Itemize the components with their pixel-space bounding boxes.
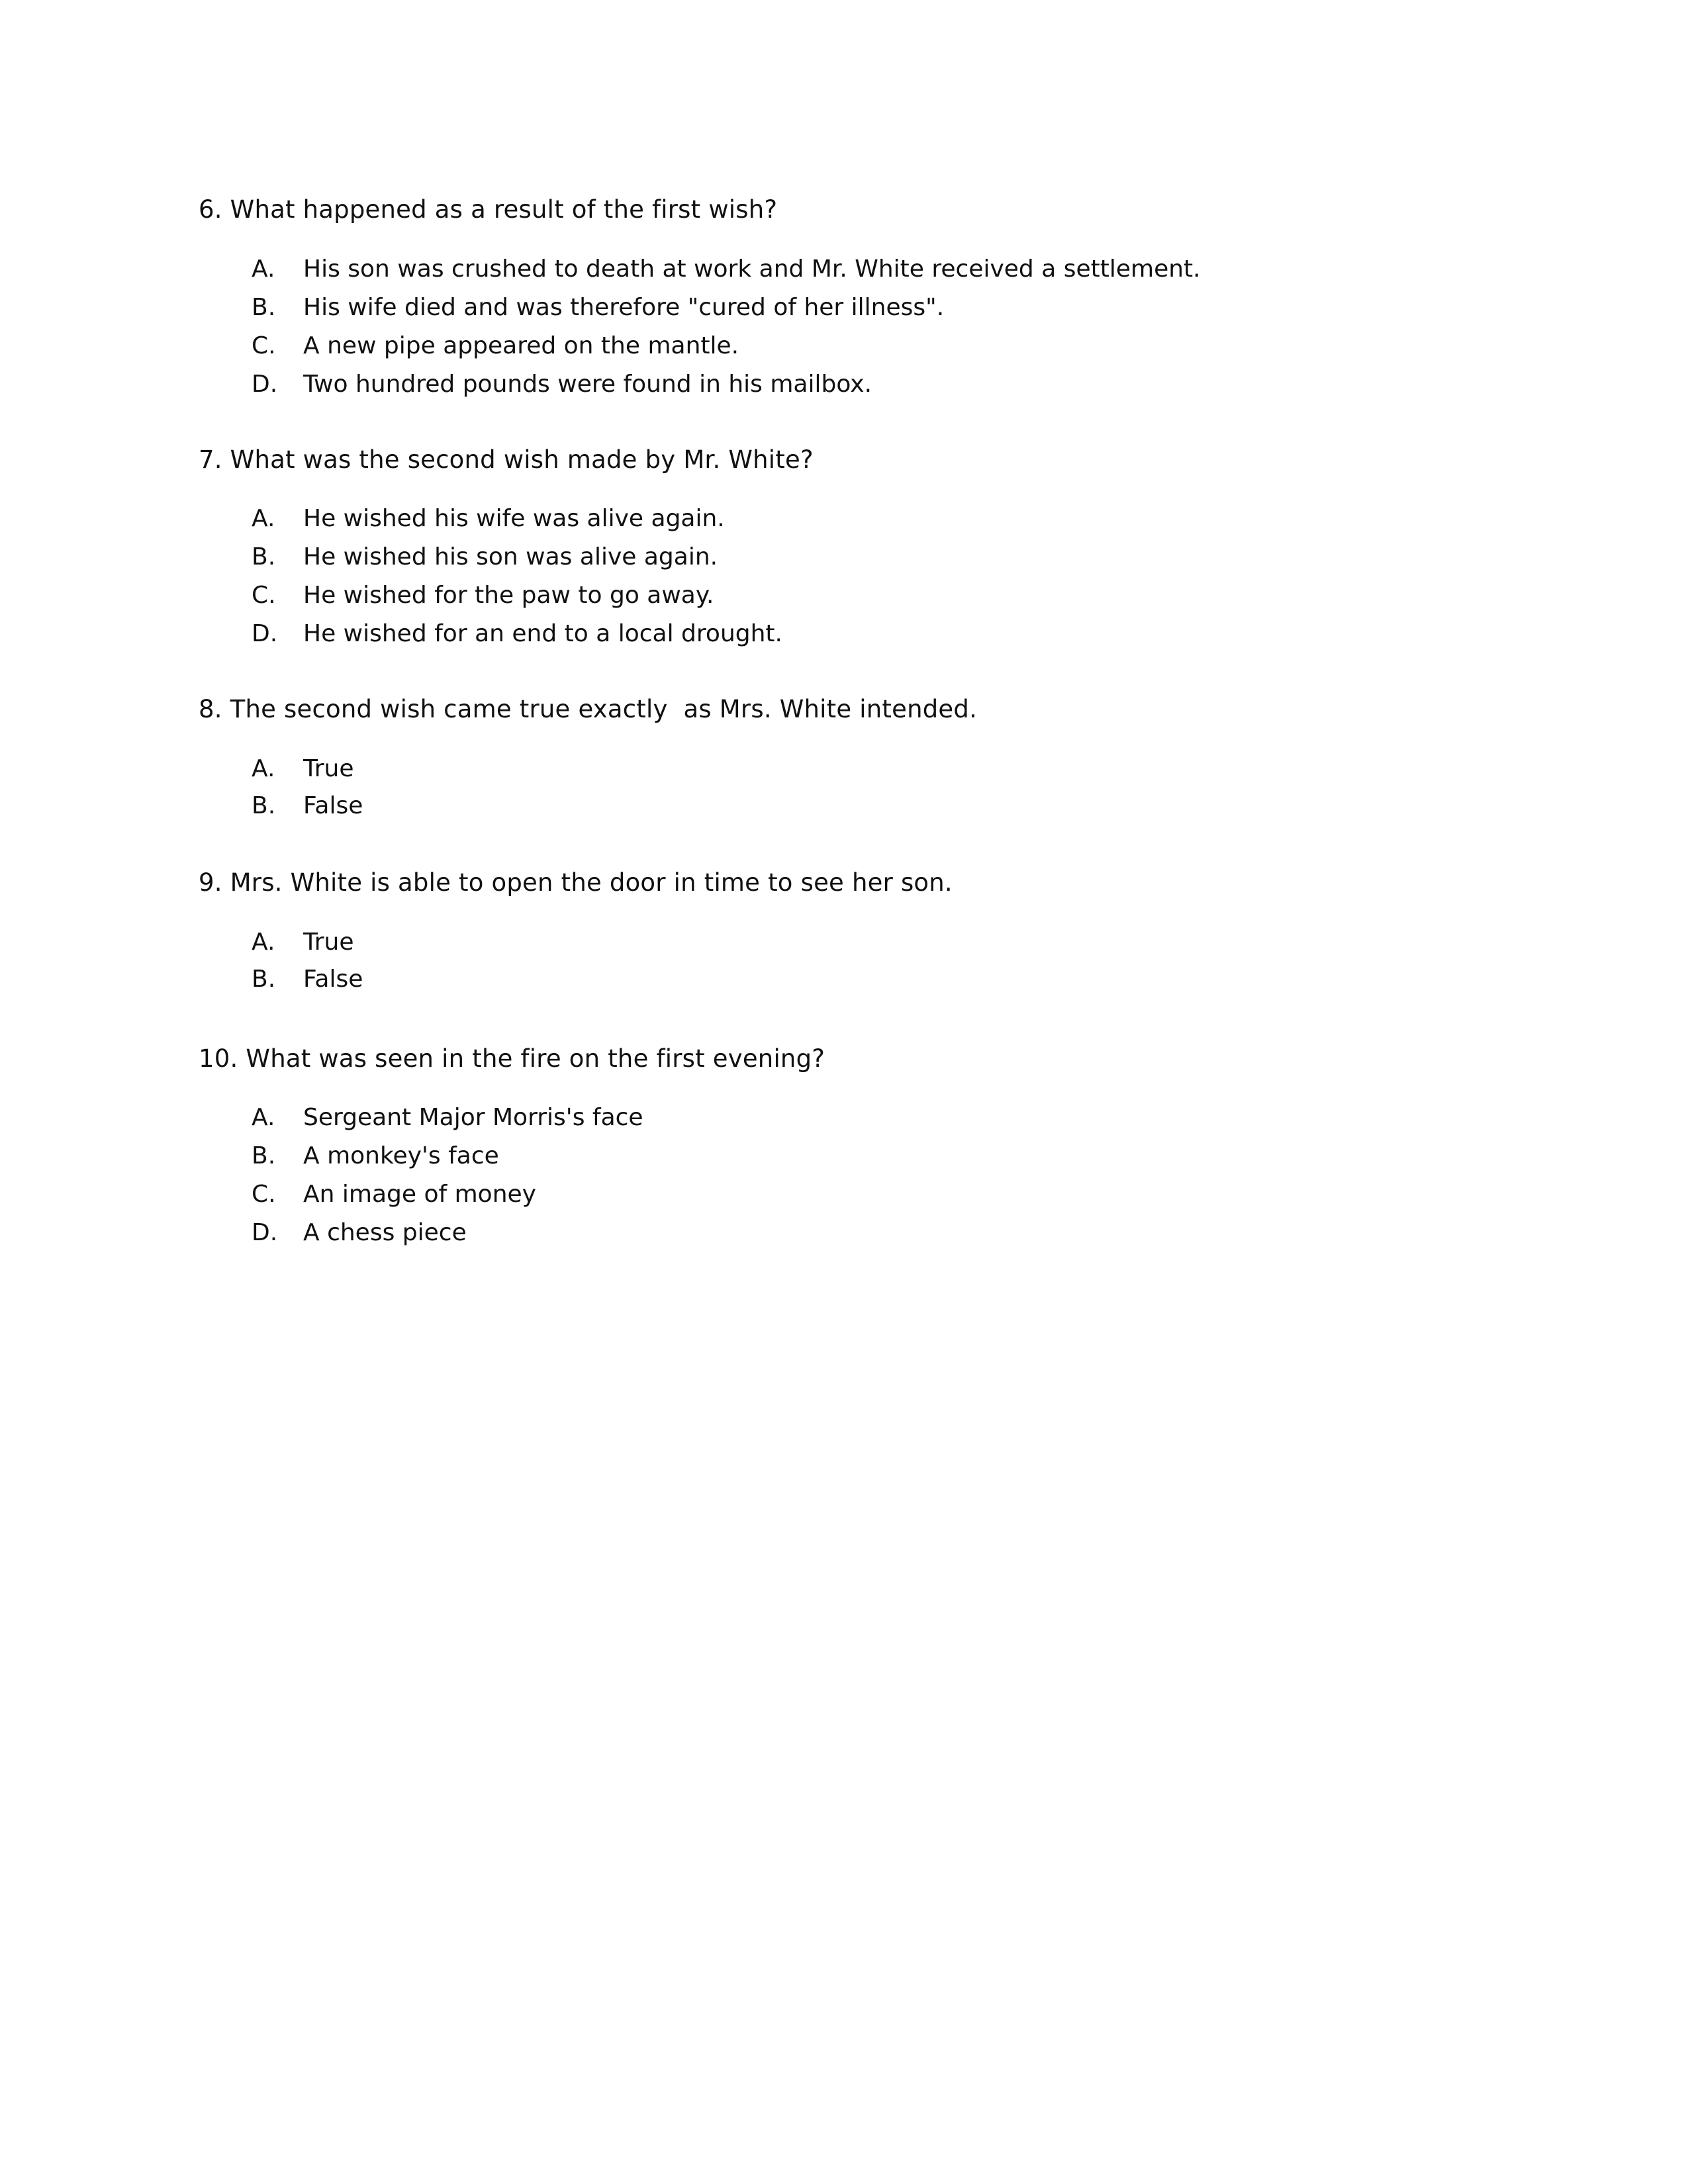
question-7-stem: 7. What was the second wish made by Mr. White? xyxy=(199,445,814,474)
question-7-choice-d[interactable] xyxy=(252,616,1489,652)
question-9 xyxy=(199,865,1489,997)
question-8-stem: 8. The second wish came true exactly as Mrs. White intended. xyxy=(199,695,978,724)
question-7-choice-a[interactable] xyxy=(252,501,1489,537)
choice-letter: C. xyxy=(252,582,276,610)
question-7-choice-b[interactable] xyxy=(252,539,1489,575)
question-9-choice-b[interactable] xyxy=(252,962,1489,997)
choice-text: A monkey's face xyxy=(303,1142,499,1170)
question-6-choice-d[interactable] xyxy=(252,367,1489,402)
choice-letter: C. xyxy=(252,1181,276,1208)
choice-text: True xyxy=(303,928,354,956)
choice-letter: C. xyxy=(252,332,276,359)
choice-letter: A. xyxy=(252,255,275,283)
question-6-stem: 6. What happened as a result of the first wish? xyxy=(199,195,778,224)
question-6-choices xyxy=(199,251,1489,402)
choice-text: A chess piece xyxy=(303,1219,467,1247)
question-10-choice-a[interactable] xyxy=(252,1100,1489,1136)
choice-text: Two hundred pounds were found in his mailbox. xyxy=(303,370,872,398)
choice-text: He wished his son was alive again. xyxy=(303,543,718,571)
choice-text: A new pipe appeared on the mantle. xyxy=(303,332,739,359)
question-10-choices xyxy=(199,1100,1489,1251)
question-7-choice-c[interactable] xyxy=(252,578,1489,614)
question-9-choice-a[interactable] xyxy=(252,925,1489,960)
question-8-choice-a[interactable] xyxy=(252,751,1489,787)
question-10-stem: 10. What was seen in the fire on the first evening? xyxy=(199,1044,825,1073)
question-10-choice-b[interactable] xyxy=(252,1138,1489,1174)
choice-letter: A. xyxy=(252,754,275,782)
choice-text: His wife died and was therefore "cured of her illness". xyxy=(303,293,945,321)
choice-letter: B. xyxy=(252,792,276,819)
choice-letter: B. xyxy=(252,543,276,571)
question-9-choices xyxy=(199,925,1489,997)
choice-letter: B. xyxy=(252,965,276,993)
question-7 xyxy=(199,442,1489,653)
question-10 xyxy=(199,1041,1489,1251)
question-10-choice-d[interactable] xyxy=(252,1215,1489,1251)
choice-letter: B. xyxy=(252,293,276,321)
choice-letter: D. xyxy=(252,1219,278,1247)
choice-text: His son was crushed to death at work and Mr. White received a settlement. xyxy=(303,255,1201,283)
choice-text: He wished his wife was alive again. xyxy=(303,505,725,533)
choice-text: An image of money xyxy=(303,1181,536,1208)
choice-letter: A. xyxy=(252,505,275,533)
question-6-choice-a[interactable] xyxy=(252,251,1489,287)
questions-container xyxy=(199,192,1489,1251)
question-6-choice-c[interactable] xyxy=(252,328,1489,364)
choice-text: Sergeant Major Morris's face xyxy=(303,1104,643,1132)
question-8-choices xyxy=(199,751,1489,824)
question-8 xyxy=(199,692,1489,824)
question-6-choice-b[interactable] xyxy=(252,290,1489,326)
choice-letter: A. xyxy=(252,1104,275,1132)
question-7-choices xyxy=(199,501,1489,652)
choice-text: He wished for the paw to go away. xyxy=(303,582,714,610)
question-10-choice-c[interactable] xyxy=(252,1177,1489,1212)
question-6 xyxy=(199,192,1489,402)
choice-letter: B. xyxy=(252,1142,276,1170)
choice-letter: D. xyxy=(252,620,278,648)
question-8-choice-b[interactable] xyxy=(252,788,1489,824)
choice-text: False xyxy=(303,792,363,819)
choice-letter: A. xyxy=(252,928,275,956)
question-9-stem: 9. Mrs. White is able to open the door in time to see her son. xyxy=(199,868,953,897)
choice-letter: D. xyxy=(252,370,278,398)
choice-text: False xyxy=(303,965,363,993)
choice-text: True xyxy=(303,754,354,782)
choice-text: He wished for an end to a local drought. xyxy=(303,620,782,648)
